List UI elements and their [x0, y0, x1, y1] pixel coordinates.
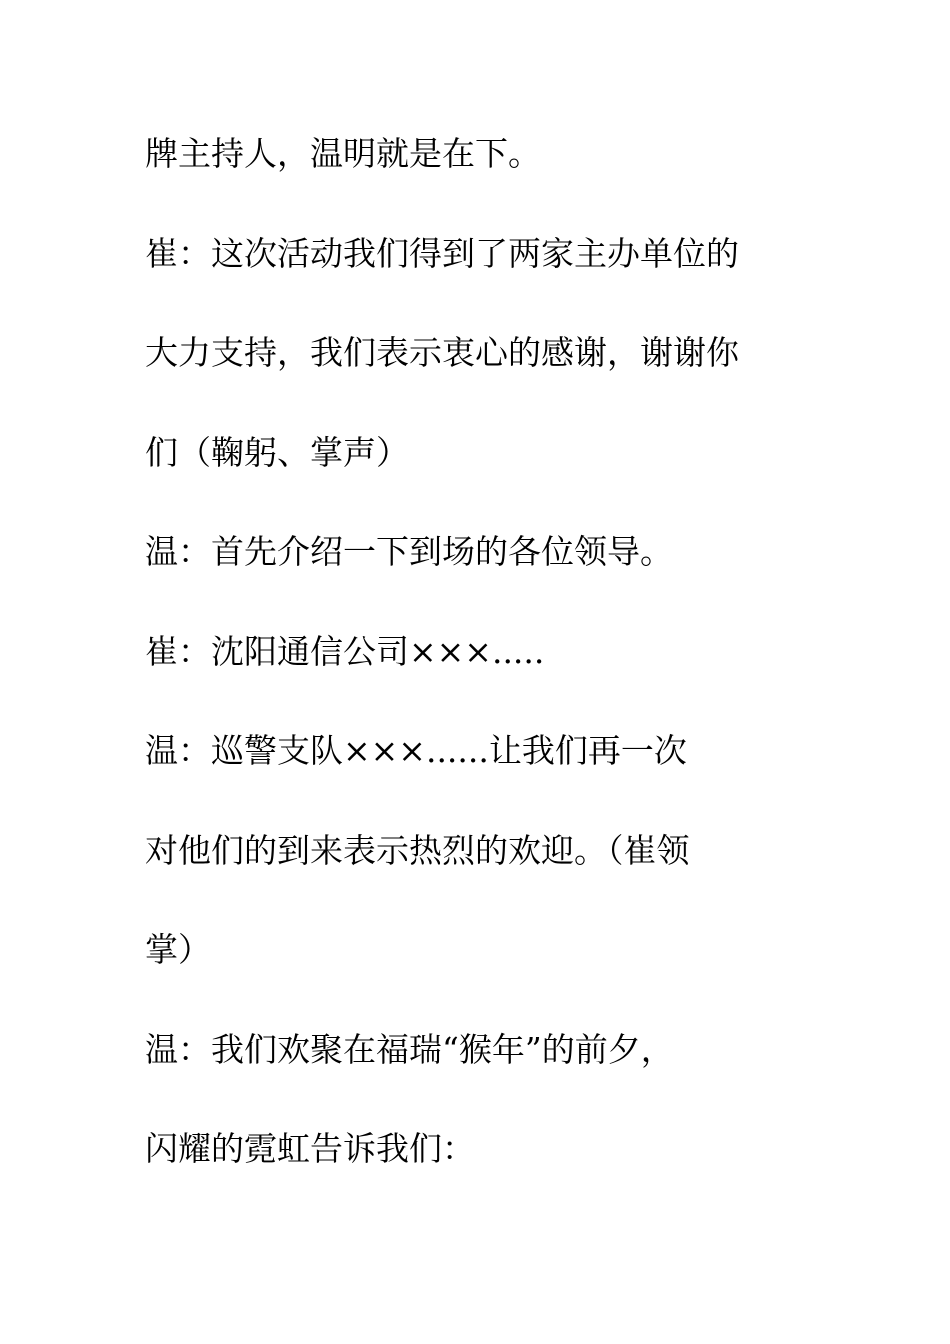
text-line: 闪耀的霓虹告诉我们： [145, 1129, 475, 1168]
text-line: 温：首先介绍一下到场的各位领导。 [145, 532, 673, 571]
text-line: 对他们的到来表示热烈的欢迎。（崔领 [145, 830, 690, 870]
text-line: 温：我们欢聚在福瑞“猴年”的前夕， [145, 1029, 674, 1069]
text-line: 牌主持人，温明就是在下。 [145, 134, 541, 173]
text-line: 崔：这次活动我们得到了两家主办单位的 [145, 233, 739, 273]
text-line: 掌） [145, 930, 211, 969]
text-line: 崔：沈阳通信公司×××..... [145, 631, 545, 671]
text-line: 大力支持，我们表示衷心的感谢，谢谢你 [145, 333, 739, 372]
text-line: 们（鞠躬、掌声） [145, 432, 409, 472]
text-line: 温：巡警支队×××......让我们再一次 [145, 731, 687, 770]
script-text [145, 126, 805, 1221]
